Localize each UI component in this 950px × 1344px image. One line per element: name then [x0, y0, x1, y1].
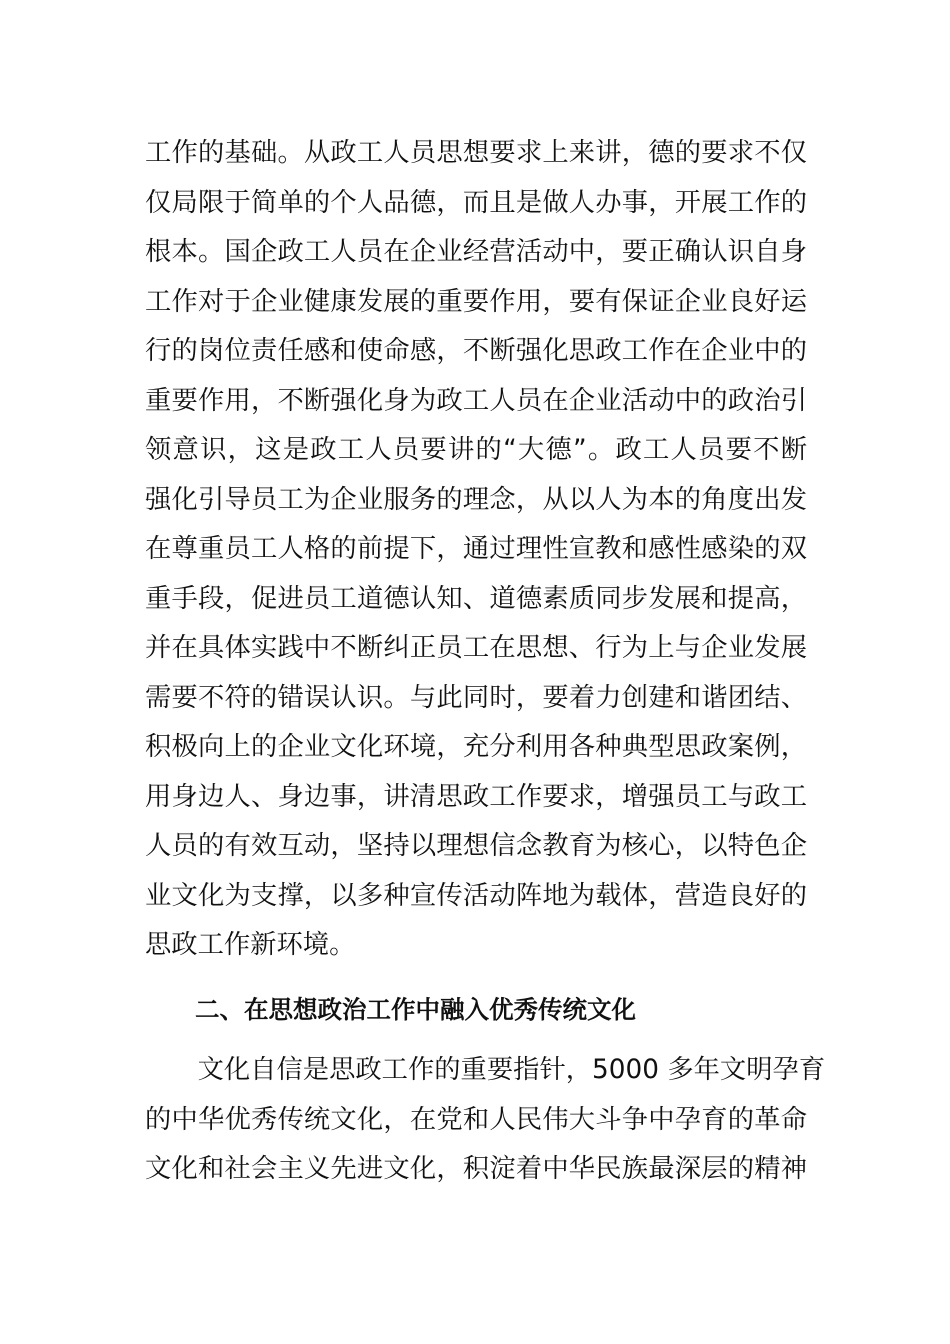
- paragraph-line: 行的岗位责任感和使命感，不断强化思政工作在企业中的: [145, 336, 807, 366]
- paragraph-line: 工作对于企业健康发展的重要作用，要有保证企业良好运: [145, 286, 807, 317]
- paragraph-line: 并在具体实践中不断纠正员工在思想、行为上与企业发展: [145, 633, 807, 663]
- paragraph-line: 仅局限于简单的个人品德，而且是做人办事，开展工作的: [145, 187, 807, 218]
- paragraph-line: 积极向上的企业文化环境，充分利用各种典型思政案例，: [145, 732, 807, 762]
- paragraph-line: 领意识，这是政工人员要讲的“大德”。政工人员要不断: [145, 435, 807, 465]
- paragraph-line: 人员的有效互动，坚持以理想信念教育为核心，以特色企: [145, 831, 807, 861]
- paragraph-line: 重手段，促进员工道德认知、道德素质同步发展和提高，: [145, 583, 807, 614]
- paragraph-line: 在尊重员工人格的前提下，通过理性宣教和感性感染的双: [145, 534, 807, 564]
- section-heading: 二、在思想政治工作中融入优秀传统文化: [195, 995, 636, 1024]
- paragraph-line: 文化自信是思政工作的重要指针，5000 多年文明孕育: [145, 1055, 826, 1085]
- paragraph-line: 根本。国企政工人员在企业经营活动中，要正确认识自身: [145, 237, 807, 267]
- paragraph-line: 工作的基础。从政工人员思想要求上来讲，德的要求不仅: [145, 138, 807, 168]
- paragraph-line: 思政工作新环境。: [145, 930, 356, 960]
- paragraph-line: 重要作用，不断强化身为政工人员在企业活动中的政治引: [145, 385, 807, 416]
- paragraph-line: 用身边人、身边事，讲清思政工作要求，增强员工与政工: [145, 781, 807, 812]
- paragraph-line: 强化引导员工为企业服务的理念，从以人为本的角度出发: [145, 484, 807, 515]
- paragraph-2: [145, 1046, 826, 1195]
- paragraph-line: 的中华优秀传统文化，在党和人民伟大斗争中孕育的革命: [145, 1104, 807, 1135]
- paragraph-line: 需要不符的错误认识。与此同时，要着力创建和谐团结、: [145, 682, 807, 713]
- paragraph-line: 业文化为支撑，以多种宣传活动阵地为载体，营造良好的: [145, 880, 807, 911]
- paragraph-1: [145, 129, 807, 971]
- paragraph-line: 文化和社会主义先进文化，积淀着中华民族最深层的精神: [145, 1154, 807, 1184]
